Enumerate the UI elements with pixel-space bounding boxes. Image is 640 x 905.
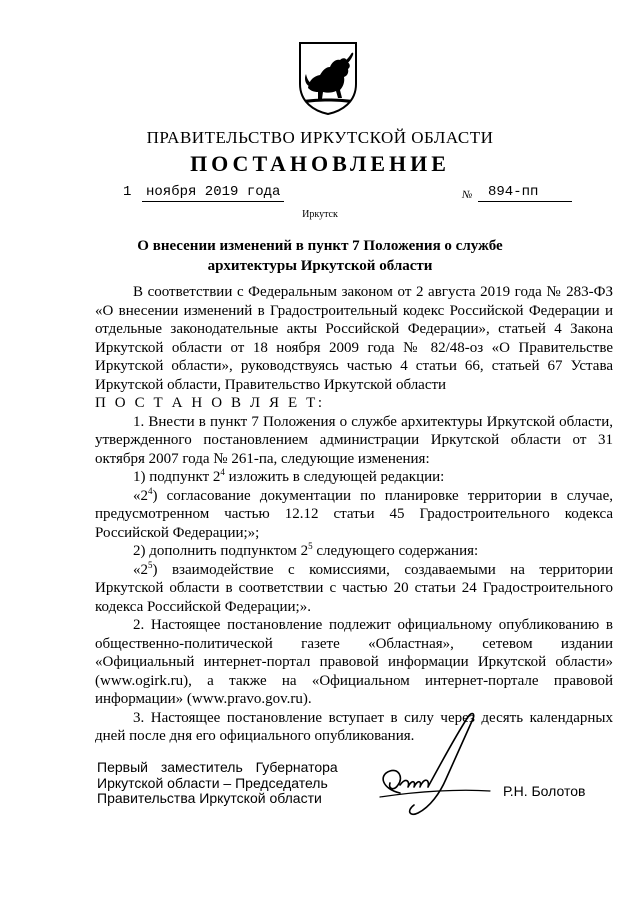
government-name: ПРАВИТЕЛЬСТВО ИРКУТСКОЙ ОБЛАСТИ — [146, 128, 494, 147]
document-body — [95, 283, 613, 746]
date-day: 1 — [123, 184, 132, 200]
signer-title — [97, 760, 347, 807]
quote-2-paragraph: «$2^5$) взаимодействие с комиссиями, создаваемыми на территории Иркутской области в соответствии с частью 20 статьи 24 Градостроительного кодекса Российской Федерации;». — [95, 559, 613, 615]
quote-1-paragraph: «$2^4$) согласование документации по планировке территории в случае, предусмотренном частью 12.12 статьи 45 Градостроительного кодекса Российской Федерации;»; — [95, 485, 613, 541]
subitem-2-paragraph: 2) дополнить подпунктом $2^5$ следующего содержания: — [133, 541, 479, 559]
item-1-paragraph: 1. Внести в пункт 7 Положения о службе архитектуры Иркутской области, утвержденного постановлением администрации Иркутской области от 31 октября 2007 года № 261-па, следующие изменения: — [95, 413, 613, 467]
document-number: 894-пп — [478, 184, 572, 202]
subitem-1-paragraph: 1) подпункт $2^4$ изложить в следующей редакции: — [133, 467, 445, 485]
item-2-paragraph: 2. Настоящее постановление подлежит официальному опубликованию в общественно-политической газете «Областная», сетевом издании «Официальный интернет-портал правовой информации Иркутской области» (www.ogirk.ru), а также на «Официальном интернет-портале правовой информации» (www.pravo.gov.ru). — [95, 617, 613, 707]
signer-title-line-3: Правительства Иркутской области — [97, 790, 322, 806]
document-type: ПОСТАНОВЛЕНИЕ — [190, 151, 450, 176]
item-3-paragraph: 3. Настоящее постановление вступает в силу через десять календарных дней после дня его официального опубликования. — [95, 709, 613, 744]
number-label: № — [462, 189, 473, 201]
handwritten-signature — [360, 705, 505, 825]
irkutsk-coat-of-arms-icon — [296, 40, 360, 116]
city-name: Иркутск — [302, 209, 338, 220]
signer-title-line-2: Иркутской области – Председатель — [97, 774, 328, 791]
decree-word: П О С Т А Н О В Л Я Е Т: — [95, 395, 325, 411]
signer-title-line-1: Первый заместитель Губернатора — [97, 759, 338, 775]
document-subject: О внесении изменений в пункт 7 Положения о службе архитектуры Иркутской области — [137, 238, 503, 274]
signer-name: Р.Н. Болотов — [503, 783, 586, 799]
preamble-paragraph: В соответствии с Федеральным законом от 2 августа 2019 года № 283-ФЗ «О внесении изменений в Градостроительный кодекс Российской Федерации и отдельные законодательные акты Российской Федерации», статьей 4 Закона Иркутской области от 18 ноября 2009 года № 82/48-оз «О Правительстве Иркутской области», руководствуясь частью 4 статьи 66, статьей 67 Устава Иркутской области, Правительство Иркутской области — [95, 284, 613, 393]
date-month-year: ноября 2019 года — [142, 184, 284, 202]
